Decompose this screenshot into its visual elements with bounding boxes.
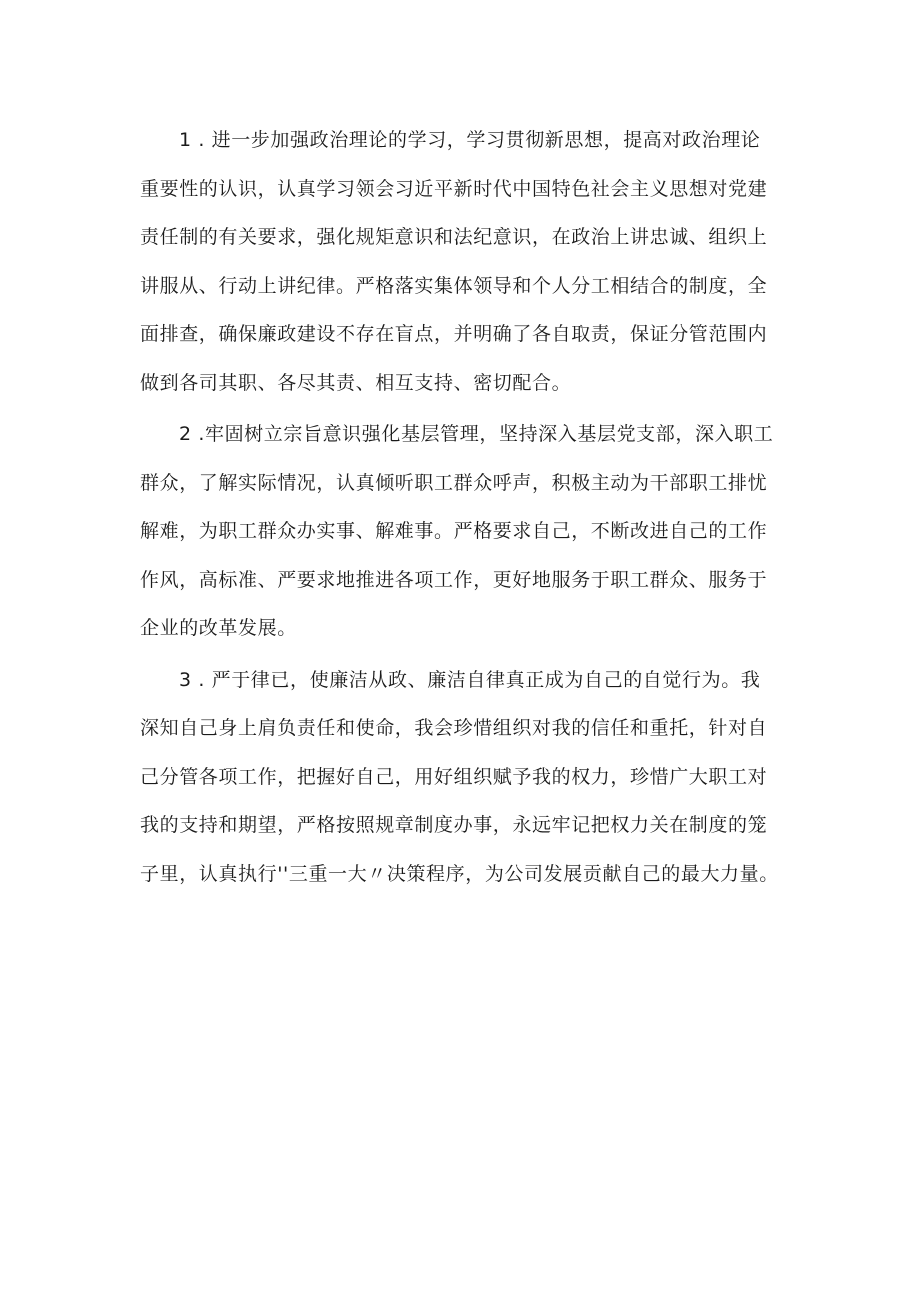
paragraph-1 bbox=[140, 116, 800, 407]
paragraph-line: 子里，认真执行''三重一大〃决策程序，为公司发展贡献自己的最大力量。 bbox=[140, 862, 779, 885]
paragraph-line: 3 . 严于律已，使廉洁从政、廉洁自律真正成为自己的自觉行为。我 bbox=[179, 668, 761, 691]
paragraph-line: 己分管各项工作，把握好自己，用好组织赋予我的权力，珍惜广大职工对 bbox=[140, 765, 768, 788]
paragraph-line: 做到各司其职、各尽其责、相互支持、密切配合。 bbox=[140, 371, 572, 394]
paragraph-2 bbox=[140, 410, 800, 653]
paragraph-line: 我的支持和期望，严格按照规章制度办事，永远牢记把权力关在制度的笼 bbox=[140, 814, 768, 836]
paragraph-line: 2 .牢固树立宗旨意识强化基层管理，坚持深入基层党支部，深入职工 bbox=[179, 423, 774, 445]
document-body bbox=[140, 116, 800, 901]
paragraph-line: 群众，了解实际情况，认真倾听职工群众呼声，积极主动为干部职工排忧 bbox=[140, 471, 768, 494]
paragraph-line: 讲服从、行动上讲纪律。严格落实集体领导和个人分工相结合的制度，全 bbox=[140, 274, 768, 297]
paragraph-line: 面排查，确保廉政建设不存在盲点，并明确了各自取责，保证分管范围内 bbox=[140, 323, 768, 345]
paragraph-3 bbox=[140, 656, 800, 899]
paragraph-line: 深知自己身上肩负责任和使命，我会珍惜组织对我的信任和重托，针对自 bbox=[140, 717, 768, 739]
paragraph-line: 解难，为职工群众办实事、解难事。严格要求自己，不断改进自己的工作 bbox=[140, 520, 768, 542]
paragraph-line: 重要性的认识，认真学习领会习近平新时代中国特色社会主义思想对党建 bbox=[140, 177, 768, 200]
paragraph-line: 企业的改革发展。 bbox=[140, 617, 297, 639]
paragraph-line: 责任制的有关要求，强化规矩意识和法纪意识，在政治上讲忠诚、组织上 bbox=[140, 226, 768, 248]
paragraph-line: 1 . 进一步加强政治理论的学习，学习贯彻新思想，提高对政治理论 bbox=[179, 129, 761, 151]
paragraph-line: 作风，高标准、严要求地推进各项工作，更好地服务于职工群众、服务于 bbox=[140, 568, 768, 591]
